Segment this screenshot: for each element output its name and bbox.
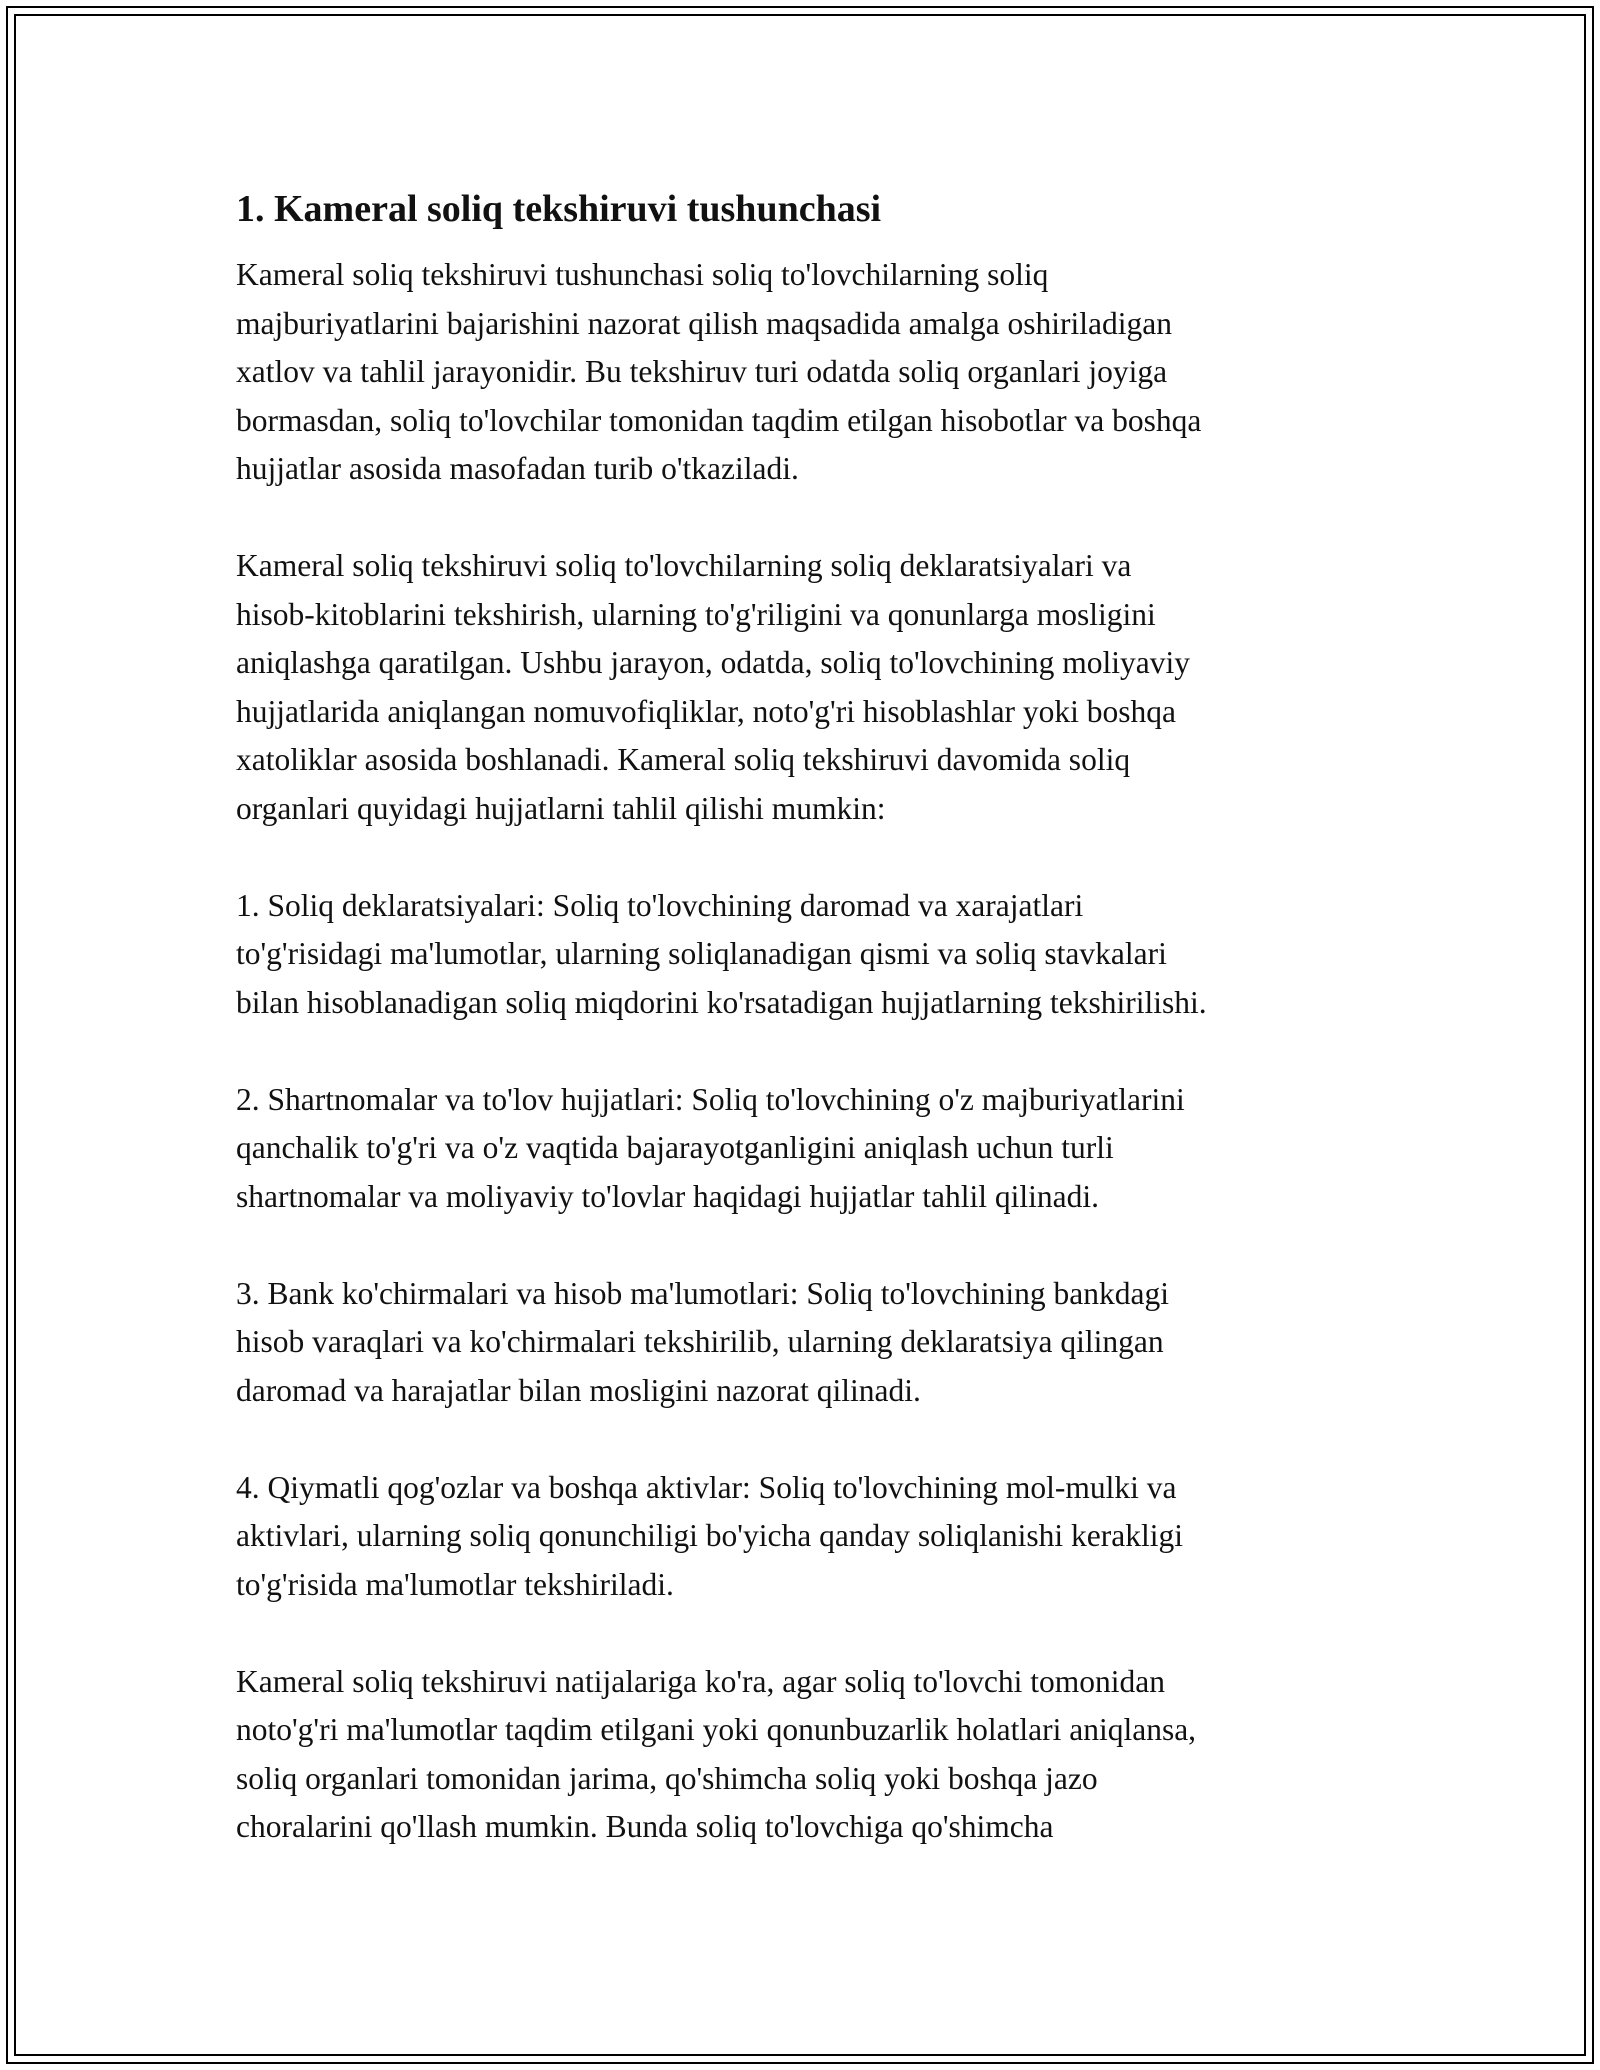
paragraph [236,251,1386,494]
text-line: hisob varaqlari va ko'chirmalari tekshirilib, ularning deklaratsiya qilingan [236,1324,1164,1359]
text-line: 2. Shartnomalar va to'lov hujjatlari: Soliq to'lovchining o'z majburiyatlarini [236,1081,1185,1117]
document-body [236,185,1386,1900]
text-line: bilan hisoblanadigan soliq miqdorini ko'rsatadigan hujjatlarning tekshirilishi. [236,984,1207,1020]
text-line: hisob-kitoblarini tekshirish, ularning to'g'riligini va qonunlarga mosligini [236,596,1156,632]
text-line: majburiyatlarini bajarishini nazorat qilish maqsadida amalga oshiriladigan [236,305,1172,341]
paragraph [236,1076,1386,1222]
text-line: aniqlashga qaratilgan. Ushbu jarayon, odatda, soliq to'lovchining moliyaviy [236,645,1190,680]
section-heading: 1. Kameral soliq tekshiruvi tushunchasi [236,188,882,230]
text-line: qanchalik to'g'ri va o'z vaqtida bajarayotganligini aniqlash uchun turli [236,1130,1114,1165]
text-line: noto'g'ri ma'lumotlar taqdim etilgani yoki qonunbuzarlik holatlari aniqlansa, [236,1712,1197,1747]
paragraph-list [236,251,1386,1852]
text-line: xatoliklar asosida boshlanadi. Kameral soliq tekshiruvi davomida soliq [236,742,1131,777]
text-line: organlari quyidagi hujjatlarni tahlil qilishi mumkin: [236,790,886,826]
text-line: to'g'risidagi ma'lumotlar, ularning soliqlanadigan qismi va soliq stavkalari [236,936,1167,971]
paragraph [236,542,1386,833]
text-line: soliq organlari tomonidan jarima, qo'shimcha soliq yoki boshqa jazo [236,1760,1098,1796]
text-line: to'g'risida ma'lumotlar tekshiriladi. [236,1566,674,1602]
text-line: Kameral soliq tekshiruvi natijalariga ko'ra, agar soliq to'lovchi tomonidan [236,1663,1165,1699]
text-line: daromad va harajatlar bilan mosligini nazorat qilinadi. [236,1372,921,1408]
text-line: hujjatlar asosida masofadan turib o'tkaziladi. [236,451,799,486]
text-line: aktivlari, ularning soliq qonunchiligi bo'yicha qanday soliqlanishi kerakligi [236,1518,1183,1553]
text-line: 4. Qiymatli qog'ozlar va boshqa aktivlar: Soliq to'lovchining mol-mulki va [236,1469,1177,1505]
text-line: shartnomalar va moliyaviy to'lovlar haqidagi hujjatlar tahlil qilinadi. [236,1178,1099,1214]
paragraph [236,882,1386,1028]
text-line: Kameral soliq tekshiruvi soliq to'lovchilarning soliq deklaratsiyalari va [236,548,1132,583]
paragraph [236,1464,1386,1610]
text-line: xatlov va tahlil jarayonidir. Bu tekshiruv turi odatda soliq organlari joyiga [236,354,1168,389]
text-line: bormasdan, soliq to'lovchilar tomonidan taqdim etilgan hisobotlar va boshqa [236,402,1202,438]
text-line: hujjatlarida aniqlangan nomuvofiqliklar, noto'g'ri hisoblashlar yoki boshqa [236,693,1177,729]
text-line: 3. Bank ko'chirmalari va hisob ma'lumotlari: Soliq to'lovchining bankdagi [236,1275,1170,1311]
text-line: choralarini qo'llash mumkin. Bunda soliq to'lovchiga qo'shimcha [236,1809,1054,1844]
paragraph [236,1270,1386,1416]
text-line: 1. Soliq deklaratsiyalari: Soliq to'lovchining daromad va xarajatlari [236,887,1084,923]
paragraph [236,1658,1386,1852]
text-line: Kameral soliq tekshiruvi tushunchasi soliq to'lovchilarning soliq [236,257,1049,292]
